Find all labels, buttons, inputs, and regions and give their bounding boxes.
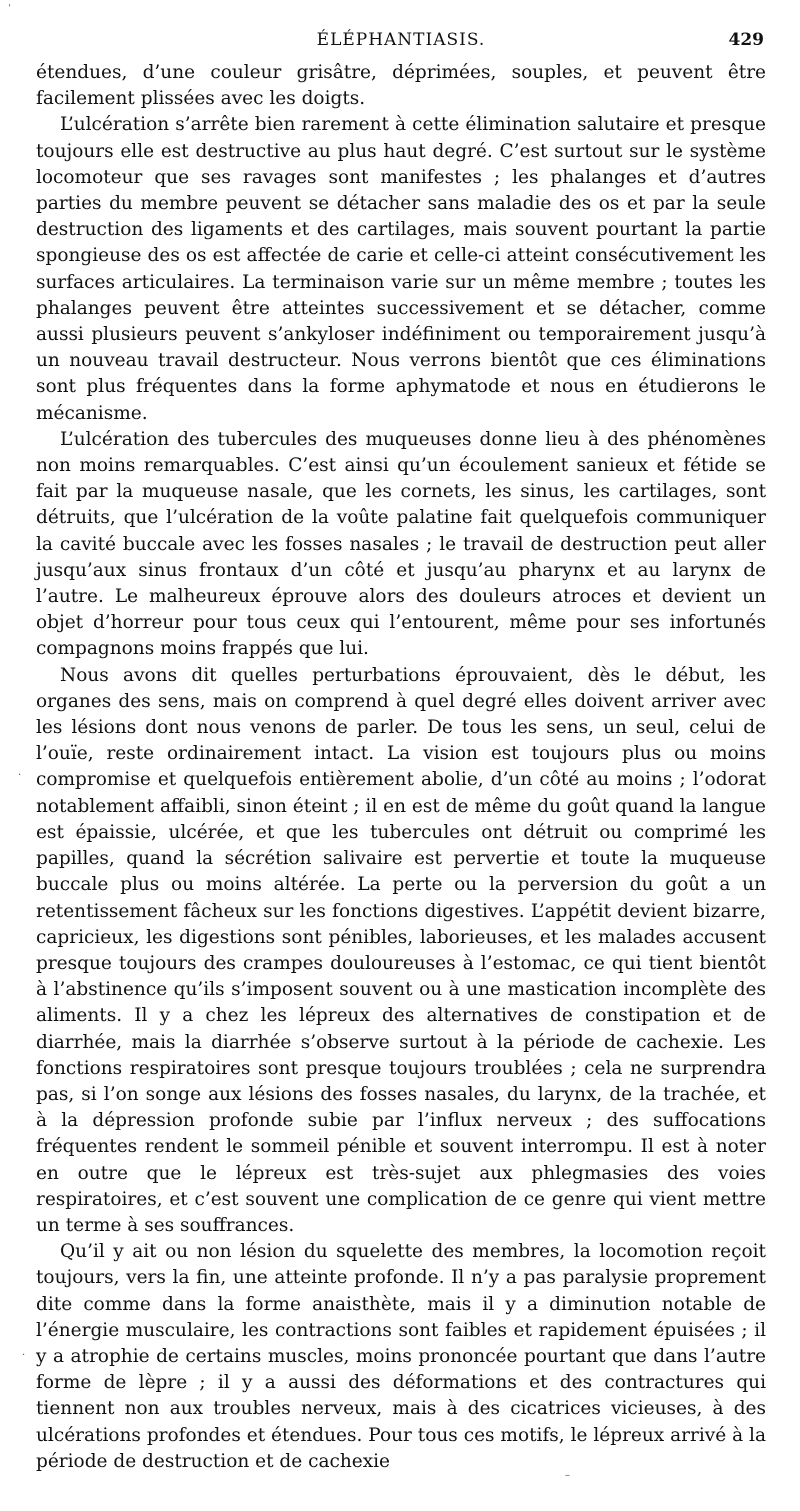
scan-speck: –	[565, 1470, 570, 1481]
book-page	[36, 30, 766, 1475]
paragraph-continued: étendues, d’une couleur grisâtre, déprimées, souples, et peuvent être facilement plissées avec les doigts.	[36, 62, 766, 110]
paragraph-locomotion: Qu’il y ait ou non lésion du squelette des membres, la locomotion reçoit toujours, vers la fin, une atteinte profonde. Il n’y a pas paralysie proprement dite comme dans la forme anaisthète, mais il y a diminution notable de l’énergie musculaire, les contractions sont faibles et rapidement épuisées ; il y a atrophie de certains muscles, moins prononcée pourtant que dans l’autre forme de lèpre ; il y a aussi des déformations et des contractures qui tiennent non aux troubles nerveux, mais à des cicatrices vicieuses, à des ulcérations profondes et étendues. Pour tous ces motifs, le lépreux arrivé à la période de destruction et de cachexie	[36, 1241, 766, 1472]
running-title: ÉLÉPHANTIASIS.	[316, 30, 486, 50]
scan-speck: ·	[18, 770, 22, 781]
scan-speck: ˈ	[8, 4, 11, 15]
running-head	[36, 30, 766, 60]
scan-speck: ·	[22, 1350, 26, 1361]
paragraph-mucous-tubercles: L’ulcération des tubercules des muqueuses donne lieu à des phénomènes non moins remarquables. C’est ainsi qu’un écoulement sanieux et fétide se fait par la muqueuse nasale, que les cornets, les sinus, les cartilages, sont détruits, que l’ulcération de la voûte palatine fait quelquefois communiquer la cavité buccale avec les fosses nasales ; le travail de destruction peut aller jusqu’aux sinus frontaux d’un côté et jusqu’au pharynx et au larynx de l’autre. Le malheureux éprouve alors des douleurs atroces et devient un objet d’horreur pour tous ceux qui l’entourent, même pour ses infortunés compagnons moins frappés que lui.	[36, 428, 766, 660]
page-number: 429	[728, 30, 764, 50]
paragraph-senses: Nous avons dit quelles perturbations éprouvaient, dès le début, les organes des sens, mais on comprend à quel degré elles doivent arriver avec les lésions dont nous venons de parler. De tous les sens, un seul, celui de l’ouïe, reste ordinairement intact. La vision est toujours plus ou moins compromise et quelquefois entièrement abolie, d’un côté au moins ; l’odorat notablement affaibli, sinon éteint ; il en est de même du goût quand la langue est épaissie, ulcérée, et que les tubercules ont détruit ou comprimé les papilles, quand la sécrétion salivaire est pervertie et toute la muqueuse buccale plus ou moins altérée. La perte ou la perversion du goût a un retentissement fâcheux sur les fonctions digestives. L’appétit devient bizarre, capricieux, les digestions sont pénibles, laborieuses, et les malades accusent presque toujours des crampes douloureuses à l’estomac, ce qui tient bientôt à l’abstinence qu’ils s’imposent souvent ou à une mastication incomplète des aliments. Il y a chez les lépreux des alternatives de constipation et de diarrhée, mais la diarrhée s’observe surtout à la période de cachexie. Les fonctions respiratoires sont presque toujours troublées ; cela ne surprendra pas, si l’on songe aux lésions des fosses nasales, du larynx, de la trachée, et à la dépression profonde subie par l’influx nerveux ; des suffocations fréquentes rendent le sommeil pénible et souvent interrompu. Il est à noter en outre que le lépreux est très-sujet aux phlegmasies des voies respiratoires, et c’est souvent une complication de ce genre qui vient mettre un terme à ses souffrances.	[36, 664, 766, 1236]
paragraph-ulceration: L’ulcération s’arrête bien rarement à cette élimination salutaire et presque toujours elle est destructive au plus haut degré. C’est surtout sur le système locomoteur que ses ravages sont manifestes ; les phalanges et d’autres parties du membre peuvent se détacher sans maladie des os et par la seule destruction des ligaments et des cartilages, mais souvent pourtant la partie spongieuse des os est affectée de carie et celle-ci atteint consécutivement les surfaces articulaires. La terminaison varie sur un même membre ; toutes les phalanges peuvent être atteintes successivement et se détacher, comme aussi plusieurs peuvent s’ankyloser indéfiniment ou temporairement jusqu’à un nouveau travail destructeur. Nous verrons bientôt que ces éliminations sont plus fréquentes dans la forme aphymatode et nous en étudierons le mécanisme.	[36, 114, 766, 424]
